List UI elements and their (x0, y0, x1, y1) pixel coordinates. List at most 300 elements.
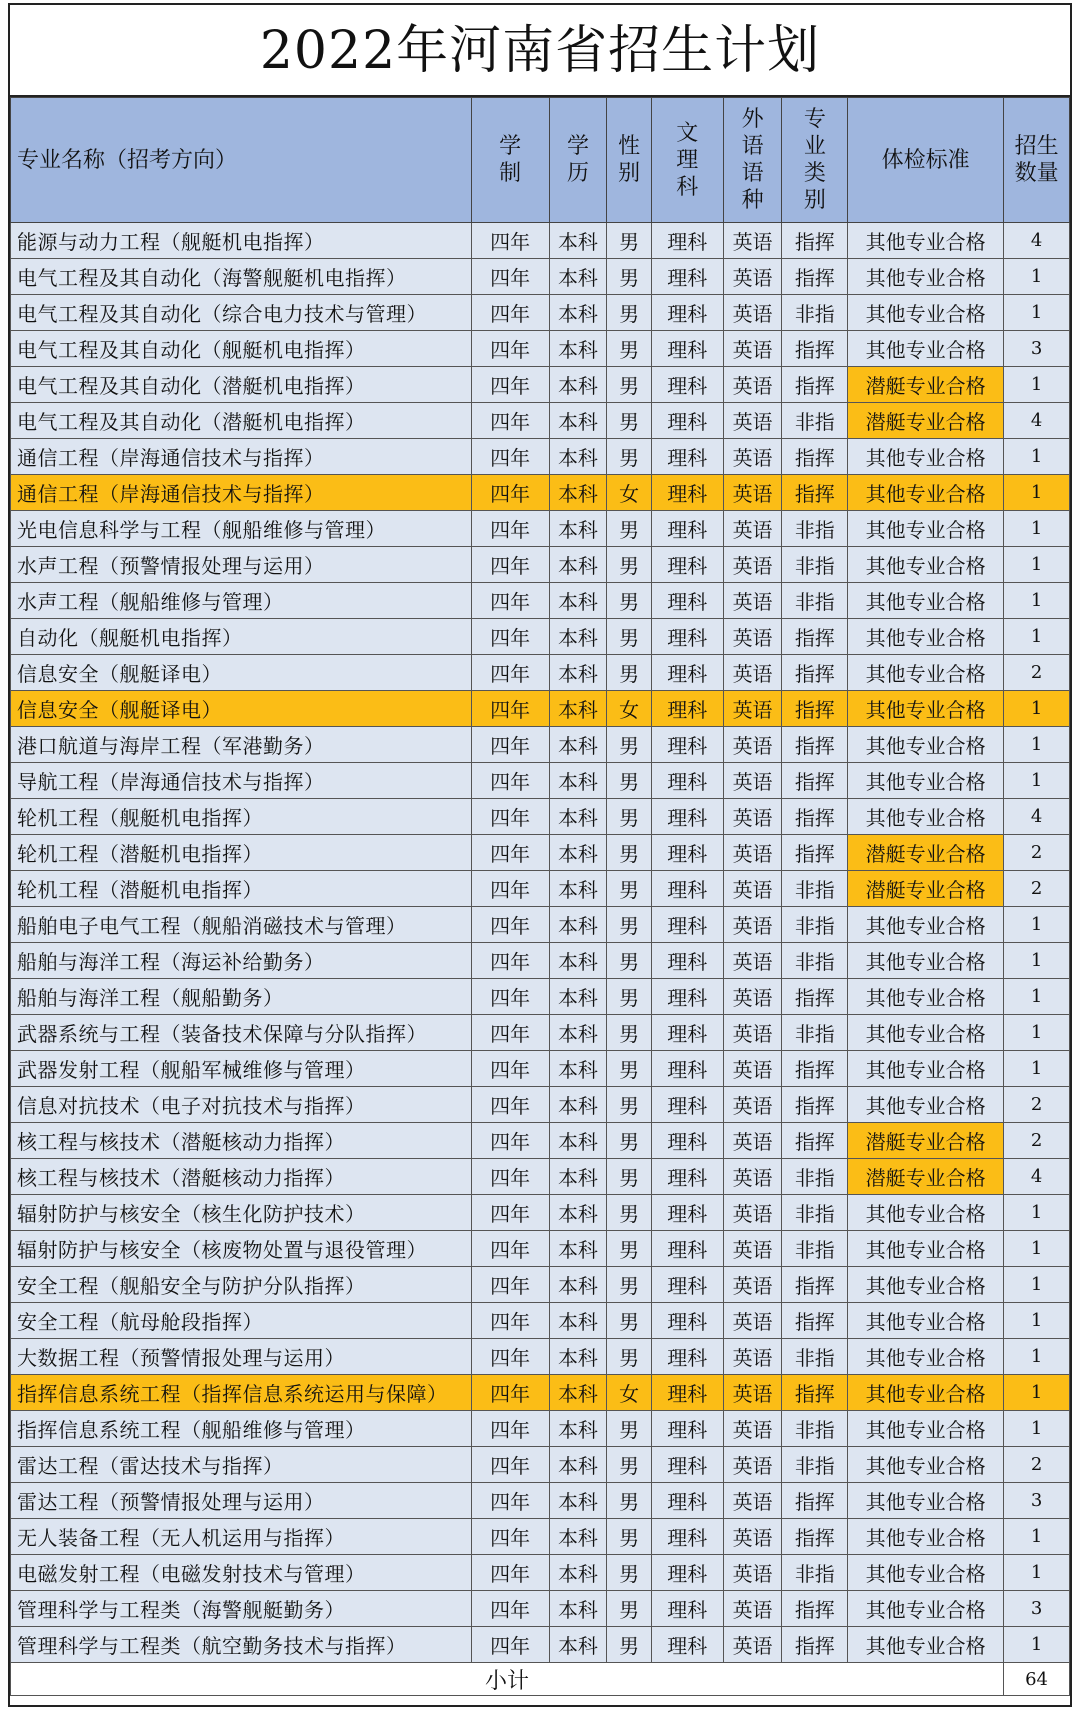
cell-science: 理科 (651, 331, 723, 367)
cell-gender: 男 (607, 1195, 652, 1231)
total-quota: 64 (1004, 1663, 1070, 1696)
cell-major: 港口航道与海岸工程（军港勤务） (11, 727, 472, 763)
cell-duration: 四年 (471, 475, 549, 511)
cell-gender: 男 (607, 835, 652, 871)
cell-physical: 潜艇专业合格 (848, 835, 1004, 871)
cell-quota: 1 (1004, 1051, 1070, 1087)
cell-major: 武器系统与工程（装备技术保障与分队指挥） (11, 1015, 472, 1051)
cell-physical: 其他专业合格 (848, 727, 1004, 763)
cell-duration: 四年 (471, 1051, 549, 1087)
cell-category: 指挥 (782, 1519, 848, 1555)
cell-major: 通信工程（岸海通信技术与指挥） (11, 475, 472, 511)
cell-major: 船舶与海洋工程（海运补给勤务） (11, 943, 472, 979)
cell-physical: 其他专业合格 (848, 1051, 1004, 1087)
cell-duration: 四年 (471, 1627, 549, 1663)
cell-physical: 其他专业合格 (848, 763, 1004, 799)
cell-language: 英语 (723, 979, 782, 1015)
cell-language: 英语 (723, 943, 782, 979)
cell-category: 指挥 (782, 979, 848, 1015)
cell-physical: 其他专业合格 (848, 1087, 1004, 1123)
cell-education: 本科 (549, 835, 607, 871)
cell-gender: 男 (607, 511, 652, 547)
cell-duration: 四年 (471, 295, 549, 331)
header-science-label: 文理科 (676, 120, 699, 200)
cell-language: 英语 (723, 1519, 782, 1555)
cell-quota: 1 (1004, 1303, 1070, 1339)
cell-gender: 女 (607, 475, 652, 511)
table-row (11, 475, 1070, 511)
cell-physical: 其他专业合格 (848, 655, 1004, 691)
cell-major: 辐射防护与核安全（核生化防护技术） (11, 1195, 472, 1231)
header-gender-label: 性别 (618, 134, 641, 186)
cell-physical: 其他专业合格 (848, 511, 1004, 547)
table-row (11, 1087, 1070, 1123)
cell-language: 英语 (723, 1591, 782, 1627)
cell-education: 本科 (549, 1267, 607, 1303)
table-row (11, 1591, 1070, 1627)
cell-quota: 1 (1004, 1555, 1070, 1591)
cell-education: 本科 (549, 799, 607, 835)
cell-quota: 1 (1004, 475, 1070, 511)
cell-duration: 四年 (471, 1591, 549, 1627)
cell-science: 理科 (651, 1267, 723, 1303)
cell-category: 指挥 (782, 691, 848, 727)
cell-quota: 1 (1004, 691, 1070, 727)
table-row (11, 979, 1070, 1015)
cell-language: 英语 (723, 1447, 782, 1483)
cell-duration: 四年 (471, 979, 549, 1015)
cell-gender: 男 (607, 1159, 652, 1195)
enrollment-table (10, 97, 1070, 1696)
cell-education: 本科 (549, 943, 607, 979)
cell-major: 大数据工程（预警情报处理与运用） (11, 1339, 472, 1375)
cell-education: 本科 (549, 655, 607, 691)
cell-education: 本科 (549, 367, 607, 403)
table-row (11, 619, 1070, 655)
cell-language: 英语 (723, 295, 782, 331)
cell-physical: 其他专业合格 (848, 439, 1004, 475)
table-row (11, 1627, 1070, 1663)
header-education-label: 学历 (566, 134, 589, 186)
cell-language: 英语 (723, 727, 782, 763)
cell-education: 本科 (549, 583, 607, 619)
cell-quota: 1 (1004, 1015, 1070, 1051)
enrollment-plan-sheet (8, 3, 1072, 1707)
cell-category: 指挥 (782, 1303, 848, 1339)
cell-science: 理科 (651, 691, 723, 727)
header-duration-label: 学制 (499, 134, 522, 186)
cell-major: 光电信息科学与工程（舰船维修与管理） (11, 511, 472, 547)
table-row (11, 511, 1070, 547)
header-category-label: 专业类别 (803, 107, 826, 213)
table-row (11, 1051, 1070, 1087)
cell-science: 理科 (651, 979, 723, 1015)
header-science (651, 98, 723, 223)
cell-quota: 1 (1004, 1519, 1070, 1555)
cell-science: 理科 (651, 907, 723, 943)
cell-quota: 1 (1004, 1375, 1070, 1411)
cell-major: 雷达工程（雷达技术与指挥） (11, 1447, 472, 1483)
cell-science: 理科 (651, 1195, 723, 1231)
table-row (11, 727, 1070, 763)
cell-physical: 其他专业合格 (848, 1411, 1004, 1447)
cell-language: 英语 (723, 403, 782, 439)
cell-language: 英语 (723, 1231, 782, 1267)
cell-category: 指挥 (782, 1123, 848, 1159)
cell-major: 武器发射工程（舰船军械维修与管理） (11, 1051, 472, 1087)
cell-language: 英语 (723, 1123, 782, 1159)
cell-category: 指挥 (782, 331, 848, 367)
table-row (11, 259, 1070, 295)
cell-physical: 其他专业合格 (848, 583, 1004, 619)
cell-language: 英语 (723, 1555, 782, 1591)
cell-quota: 1 (1004, 367, 1070, 403)
table-row (11, 403, 1070, 439)
cell-education: 本科 (549, 1231, 607, 1267)
cell-gender: 男 (607, 763, 652, 799)
cell-education: 本科 (549, 907, 607, 943)
cell-category: 指挥 (782, 1591, 848, 1627)
cell-quota: 1 (1004, 763, 1070, 799)
page-title: 2022年河南省招生计划 (10, 5, 1070, 97)
cell-gender: 男 (607, 403, 652, 439)
cell-category: 非指 (782, 1195, 848, 1231)
cell-duration: 四年 (471, 1483, 549, 1519)
cell-quota: 1 (1004, 979, 1070, 1015)
cell-duration: 四年 (471, 1231, 549, 1267)
cell-major: 管理科学与工程类（海警舰艇勤务） (11, 1591, 472, 1627)
cell-duration: 四年 (471, 439, 549, 475)
cell-quota: 1 (1004, 439, 1070, 475)
cell-language: 英语 (723, 1339, 782, 1375)
cell-physical: 其他专业合格 (848, 907, 1004, 943)
header-language-label: 外语语种 (741, 107, 764, 213)
table-body (11, 223, 1070, 1663)
table-row (11, 1555, 1070, 1591)
cell-language: 英语 (723, 799, 782, 835)
cell-duration: 四年 (471, 1375, 549, 1411)
cell-education: 本科 (549, 223, 607, 259)
cell-category: 指挥 (782, 727, 848, 763)
cell-quota: 1 (1004, 943, 1070, 979)
cell-education: 本科 (549, 295, 607, 331)
cell-quota: 1 (1004, 727, 1070, 763)
cell-science: 理科 (651, 943, 723, 979)
header-physical: 体检标准 (848, 98, 1004, 223)
cell-major: 电气工程及其自动化（海警舰艇机电指挥） (11, 259, 472, 295)
cell-physical: 其他专业合格 (848, 1447, 1004, 1483)
table-row (11, 1231, 1070, 1267)
cell-major: 无人装备工程（无人机运用与指挥） (11, 1519, 472, 1555)
cell-gender: 男 (607, 259, 652, 295)
cell-science: 理科 (651, 223, 723, 259)
cell-physical: 其他专业合格 (848, 223, 1004, 259)
cell-gender: 男 (607, 1447, 652, 1483)
cell-major: 导航工程（岸海通信技术与指挥） (11, 763, 472, 799)
cell-quota: 4 (1004, 1159, 1070, 1195)
cell-quota: 3 (1004, 331, 1070, 367)
cell-duration: 四年 (471, 691, 549, 727)
cell-category: 非指 (782, 1015, 848, 1051)
header-category (782, 98, 848, 223)
table-row (11, 763, 1070, 799)
cell-duration: 四年 (471, 835, 549, 871)
cell-education: 本科 (549, 1447, 607, 1483)
cell-gender: 男 (607, 1051, 652, 1087)
cell-gender: 女 (607, 691, 652, 727)
cell-duration: 四年 (471, 1123, 549, 1159)
cell-physical: 其他专业合格 (848, 799, 1004, 835)
cell-physical: 其他专业合格 (848, 295, 1004, 331)
cell-major: 电气工程及其自动化（潜艇机电指挥） (11, 367, 472, 403)
cell-category: 非指 (782, 871, 848, 907)
cell-education: 本科 (549, 691, 607, 727)
table-row (11, 295, 1070, 331)
cell-physical: 其他专业合格 (848, 619, 1004, 655)
cell-quota: 2 (1004, 871, 1070, 907)
cell-category: 非指 (782, 1411, 848, 1447)
cell-gender: 男 (607, 1519, 652, 1555)
cell-duration: 四年 (471, 619, 549, 655)
cell-science: 理科 (651, 583, 723, 619)
cell-gender: 男 (607, 439, 652, 475)
cell-physical: 其他专业合格 (848, 547, 1004, 583)
cell-category: 非指 (782, 403, 848, 439)
cell-major: 水声工程（舰船维修与管理） (11, 583, 472, 619)
cell-physical: 其他专业合格 (848, 1591, 1004, 1627)
table-row (11, 871, 1070, 907)
cell-education: 本科 (549, 1555, 607, 1591)
table-row (11, 583, 1070, 619)
cell-language: 英语 (723, 223, 782, 259)
cell-quota: 1 (1004, 259, 1070, 295)
cell-category: 指挥 (782, 1483, 848, 1519)
cell-language: 英语 (723, 691, 782, 727)
cell-major: 指挥信息系统工程（舰船维修与管理） (11, 1411, 472, 1447)
cell-education: 本科 (549, 763, 607, 799)
cell-gender: 男 (607, 619, 652, 655)
cell-major: 轮机工程（潜艇机电指挥） (11, 871, 472, 907)
cell-science: 理科 (651, 763, 723, 799)
cell-quota: 1 (1004, 907, 1070, 943)
cell-duration: 四年 (471, 1015, 549, 1051)
cell-physical: 其他专业合格 (848, 1519, 1004, 1555)
cell-category: 指挥 (782, 367, 848, 403)
cell-quota: 1 (1004, 583, 1070, 619)
cell-gender: 男 (607, 331, 652, 367)
cell-education: 本科 (549, 403, 607, 439)
cell-physical: 其他专业合格 (848, 943, 1004, 979)
cell-language: 英语 (723, 1195, 782, 1231)
cell-category: 指挥 (782, 259, 848, 295)
cell-quota: 1 (1004, 547, 1070, 583)
cell-quota: 1 (1004, 619, 1070, 655)
cell-education: 本科 (549, 1591, 607, 1627)
cell-major: 信息安全（舰艇译电） (11, 655, 472, 691)
cell-category: 指挥 (782, 799, 848, 835)
cell-duration: 四年 (471, 655, 549, 691)
cell-duration: 四年 (471, 1087, 549, 1123)
cell-science: 理科 (651, 1483, 723, 1519)
cell-quota: 2 (1004, 1087, 1070, 1123)
cell-duration: 四年 (471, 1519, 549, 1555)
cell-duration: 四年 (471, 1303, 549, 1339)
cell-physical: 其他专业合格 (848, 1195, 1004, 1231)
table-row (11, 1195, 1070, 1231)
cell-major: 安全工程（航母舱段指挥） (11, 1303, 472, 1339)
cell-education: 本科 (549, 259, 607, 295)
cell-gender: 男 (607, 1015, 652, 1051)
total-label: 小计 (11, 1663, 1004, 1696)
cell-quota: 2 (1004, 1123, 1070, 1159)
cell-quota: 1 (1004, 1627, 1070, 1663)
cell-quota: 4 (1004, 403, 1070, 439)
cell-duration: 四年 (471, 907, 549, 943)
cell-quota: 2 (1004, 1447, 1070, 1483)
cell-language: 英语 (723, 835, 782, 871)
table-row (11, 1375, 1070, 1411)
cell-duration: 四年 (471, 799, 549, 835)
cell-science: 理科 (651, 1015, 723, 1051)
cell-gender: 男 (607, 547, 652, 583)
cell-physical: 其他专业合格 (848, 259, 1004, 295)
cell-major: 核工程与核技术（潜艇核动力指挥） (11, 1123, 472, 1159)
cell-education: 本科 (549, 1087, 607, 1123)
cell-category: 指挥 (782, 655, 848, 691)
cell-science: 理科 (651, 655, 723, 691)
cell-category: 非指 (782, 1555, 848, 1591)
cell-gender: 男 (607, 1123, 652, 1159)
cell-gender: 男 (607, 223, 652, 259)
cell-education: 本科 (549, 547, 607, 583)
cell-language: 英语 (723, 763, 782, 799)
cell-education: 本科 (549, 979, 607, 1015)
cell-category: 指挥 (782, 439, 848, 475)
cell-major: 能源与动力工程（舰艇机电指挥） (11, 223, 472, 259)
cell-language: 英语 (723, 331, 782, 367)
cell-physical: 其他专业合格 (848, 331, 1004, 367)
cell-language: 英语 (723, 1483, 782, 1519)
cell-category: 指挥 (782, 763, 848, 799)
cell-science: 理科 (651, 1087, 723, 1123)
cell-physical: 其他专业合格 (848, 1483, 1004, 1519)
table-row (11, 1519, 1070, 1555)
cell-science: 理科 (651, 1123, 723, 1159)
cell-physical: 其他专业合格 (848, 1015, 1004, 1051)
cell-duration: 四年 (471, 943, 549, 979)
cell-duration: 四年 (471, 331, 549, 367)
cell-education: 本科 (549, 1375, 607, 1411)
cell-duration: 四年 (471, 1267, 549, 1303)
cell-science: 理科 (651, 511, 723, 547)
cell-quota: 3 (1004, 1483, 1070, 1519)
cell-gender: 男 (607, 943, 652, 979)
cell-duration: 四年 (471, 871, 549, 907)
cell-major: 雷达工程（预警情报处理与运用） (11, 1483, 472, 1519)
cell-gender: 女 (607, 1375, 652, 1411)
cell-science: 理科 (651, 1339, 723, 1375)
cell-major: 船舶电子电气工程（舰船消磁技术与管理） (11, 907, 472, 943)
cell-category: 指挥 (782, 223, 848, 259)
cell-gender: 男 (607, 1627, 652, 1663)
cell-gender: 男 (607, 655, 652, 691)
table-row (11, 655, 1070, 691)
cell-major: 信息对抗技术（电子对抗技术与指挥） (11, 1087, 472, 1123)
header-major: 专业名称（招考方向） (11, 98, 472, 223)
table-row (11, 1267, 1070, 1303)
cell-science: 理科 (651, 1627, 723, 1663)
cell-category: 非指 (782, 1159, 848, 1195)
cell-education: 本科 (549, 1519, 607, 1555)
cell-gender: 男 (607, 1411, 652, 1447)
cell-education: 本科 (549, 331, 607, 367)
cell-duration: 四年 (471, 511, 549, 547)
cell-science: 理科 (651, 475, 723, 511)
cell-gender: 男 (607, 1231, 652, 1267)
cell-duration: 四年 (471, 403, 549, 439)
table-row (11, 1159, 1070, 1195)
cell-language: 英语 (723, 475, 782, 511)
cell-education: 本科 (549, 1195, 607, 1231)
cell-quota: 1 (1004, 511, 1070, 547)
cell-language: 英语 (723, 1159, 782, 1195)
cell-education: 本科 (549, 1051, 607, 1087)
cell-gender: 男 (607, 1591, 652, 1627)
cell-category: 非指 (782, 547, 848, 583)
cell-gender: 男 (607, 1483, 652, 1519)
table-row (11, 547, 1070, 583)
cell-major: 自动化（舰艇机电指挥） (11, 619, 472, 655)
cell-quota: 4 (1004, 799, 1070, 835)
cell-language: 英语 (723, 655, 782, 691)
cell-physical: 其他专业合格 (848, 1375, 1004, 1411)
cell-major: 水声工程（预警情报处理与运用） (11, 547, 472, 583)
cell-major: 轮机工程（舰艇机电指挥） (11, 799, 472, 835)
cell-category: 非指 (782, 1447, 848, 1483)
cell-science: 理科 (651, 367, 723, 403)
table-row (11, 691, 1070, 727)
cell-quota: 2 (1004, 655, 1070, 691)
cell-duration: 四年 (471, 1411, 549, 1447)
cell-quota: 1 (1004, 1231, 1070, 1267)
cell-language: 英语 (723, 907, 782, 943)
cell-major: 辐射防护与核安全（核废物处置与退役管理） (11, 1231, 472, 1267)
cell-language: 英语 (723, 439, 782, 475)
cell-duration: 四年 (471, 1339, 549, 1375)
cell-gender: 男 (607, 871, 652, 907)
cell-major: 船舶与海洋工程（舰船勤务） (11, 979, 472, 1015)
cell-gender: 男 (607, 979, 652, 1015)
cell-gender: 男 (607, 367, 652, 403)
cell-language: 英语 (723, 1015, 782, 1051)
cell-category: 非指 (782, 583, 848, 619)
cell-science: 理科 (651, 1411, 723, 1447)
cell-physical: 其他专业合格 (848, 691, 1004, 727)
cell-category: 指挥 (782, 475, 848, 511)
cell-science: 理科 (651, 1159, 723, 1195)
cell-language: 英语 (723, 511, 782, 547)
cell-gender: 男 (607, 295, 652, 331)
cell-science: 理科 (651, 547, 723, 583)
cell-gender: 男 (607, 1339, 652, 1375)
cell-education: 本科 (549, 511, 607, 547)
table-row (11, 223, 1070, 259)
header-gender (607, 98, 652, 223)
cell-science: 理科 (651, 799, 723, 835)
cell-duration: 四年 (471, 1195, 549, 1231)
cell-major: 指挥信息系统工程（指挥信息系统运用与保障） (11, 1375, 472, 1411)
cell-science: 理科 (651, 1375, 723, 1411)
